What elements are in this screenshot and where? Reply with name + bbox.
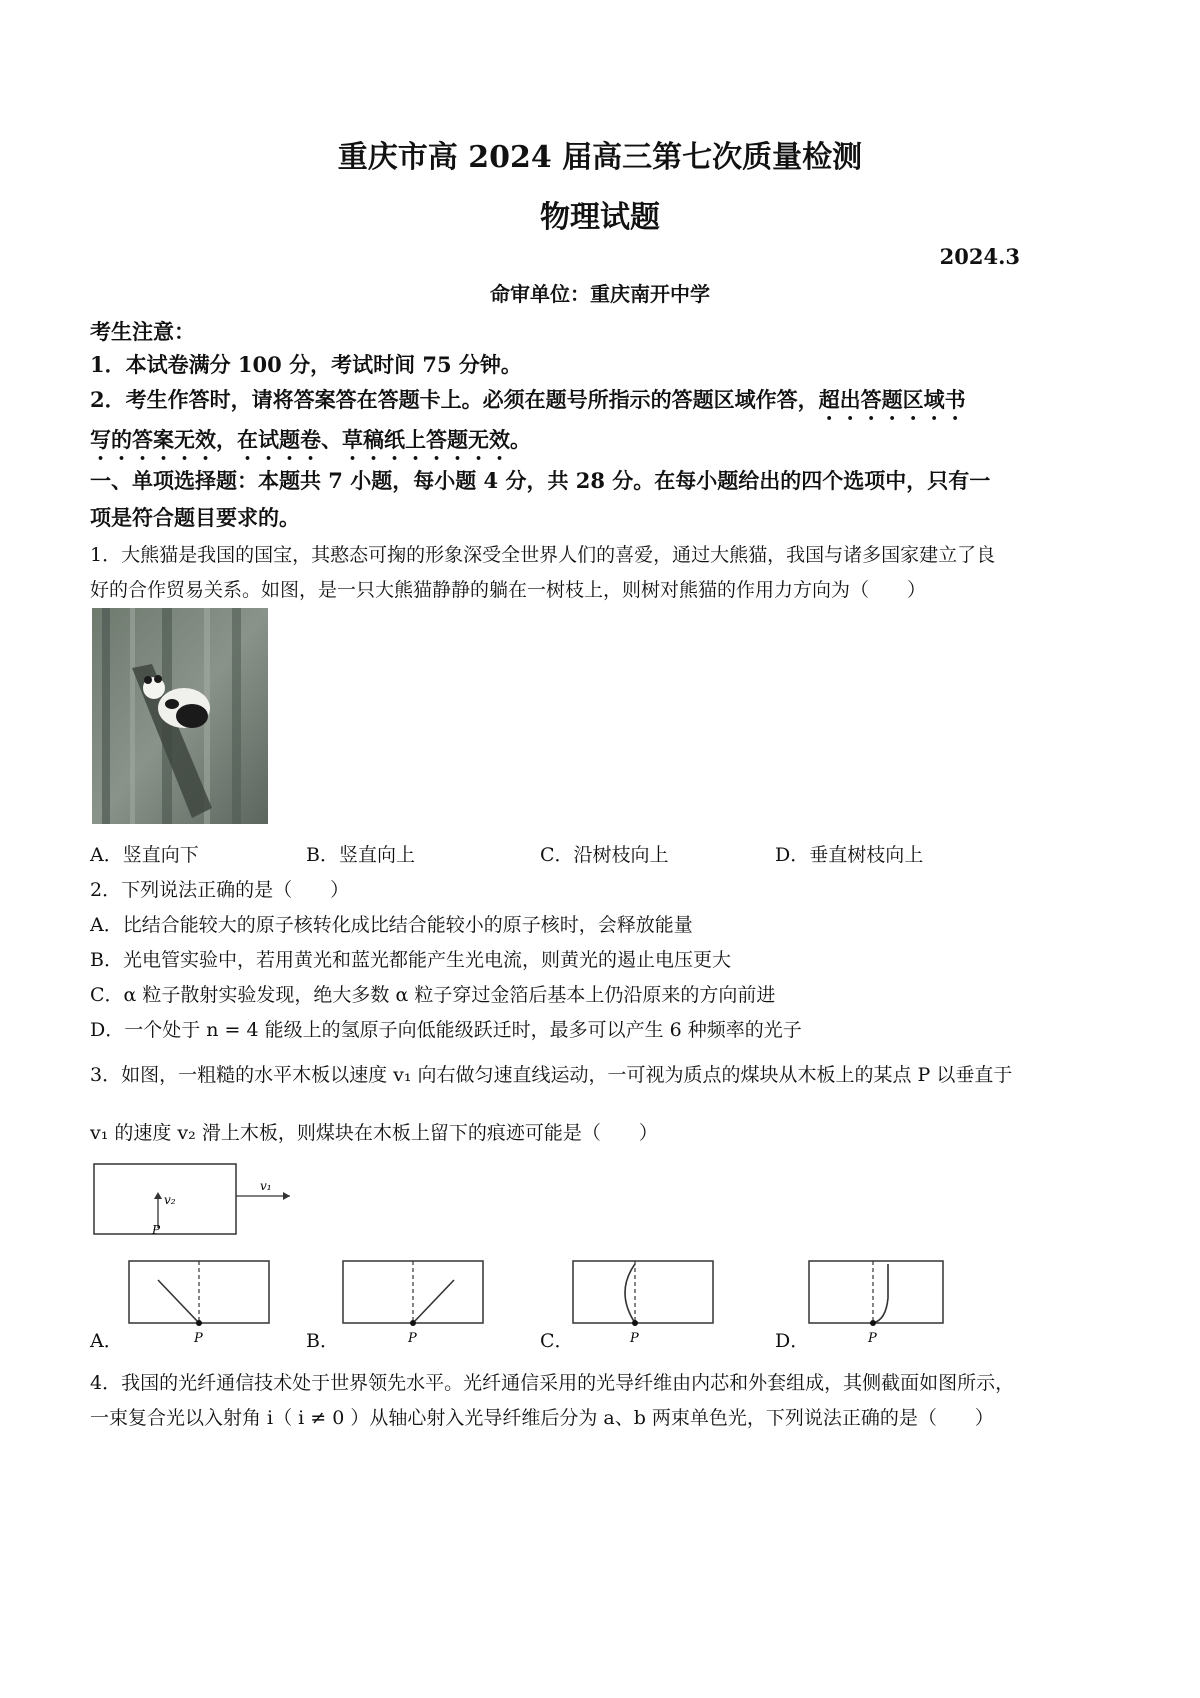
q3-stem-line1: 3．如图，一粗糙的水平木板以速度 v₁ 向右做匀速直线运动，一可视为质点的煤块从木板上的某点 P 以垂直于	[90, 1064, 1013, 1086]
exam-date: 2024.3	[939, 244, 1020, 269]
q1-option-d: D．垂直树枝向上	[775, 844, 924, 866]
q1-option-c: C．沿树枝向上	[540, 844, 669, 866]
q3-board-figure	[90, 1160, 300, 1240]
q3-option-a-figure	[126, 1258, 276, 1348]
q3-d-p-label: P	[868, 1331, 877, 1346]
notice-item-2-end: 。	[510, 427, 531, 452]
q3-stem-line2: v₁ 的速度 v₂ 滑上木板，则煤块在木板上留下的痕迹可能是（ ）	[90, 1122, 658, 1144]
q3-option-c-label: C．	[540, 1330, 574, 1352]
panda-photo	[92, 608, 268, 824]
notice-item-2-text: 2．考生作答时，请将答案答在答题卡上。必须在题号所指示的答题区域作答，	[90, 387, 819, 412]
point-p-label: P	[152, 1223, 161, 1237]
q1-option-a: A．竖直向下	[90, 844, 199, 866]
notice-item-2	[90, 384, 966, 425]
section1-line1: 一、单项选择题：本题共 7 小题，每小题 4 分，共 28 分。在每小题给出的四个选项中，只有一	[90, 468, 991, 493]
v2-label: v₂	[164, 1193, 176, 1207]
q3-option-c-figure	[570, 1258, 720, 1348]
q1-stem-line1: 1．大熊猫是我国的国宝，其憨态可掬的形象深受全世界人们的喜爱，通过大熊猫，我国与诸多国家建立了良	[90, 544, 996, 566]
trace-d	[873, 1264, 888, 1323]
notice-item-2-cont	[90, 424, 531, 465]
q2-option-b: B．光电管实验中，若用黄光和蓝光都能产生光电流，则黄光的遏止电压更大	[90, 949, 731, 971]
q4-stem-line2: 一束复合光以入射角 i（ i ≠ 0 ）从轴心射入光导纤维后分为 a、b 两束单色光，下列说法正确的是（ ）	[90, 1407, 994, 1429]
q2-stem: 2．下列说法正确的是（ ）	[90, 879, 350, 901]
exam-unit: 命审单位：重庆南开中学	[490, 282, 710, 306]
q3-b-p-label: P	[408, 1331, 417, 1346]
q4-stem-line1: 4．我国的光纤通信技术处于世界领先水平。光纤通信采用的光导纤维由内芯和外套组成，其侧截面如图所示，	[90, 1372, 1015, 1394]
q1-stem-line2: 好的合作贸易关系。如图，是一只大熊猫静静的躺在一树枝上，则树对熊猫的作用力方向为（ ）	[90, 579, 927, 601]
exam-title: 重庆市高 2024 届高三第七次质量检测	[337, 140, 863, 175]
q3-c-p-label: P	[630, 1331, 639, 1346]
trace-b	[413, 1280, 454, 1323]
q3-option-a-label: A．	[90, 1330, 123, 1352]
trace-c	[625, 1264, 635, 1323]
q3-option-d-figure	[806, 1258, 956, 1348]
q3-a-p-label: P	[194, 1331, 203, 1346]
v1-label: v₁	[260, 1179, 272, 1193]
q3-option-b-figure	[340, 1258, 490, 1348]
trace-a	[158, 1280, 199, 1323]
exam-subtitle: 物理试题	[540, 200, 660, 235]
notice-item-1: 1．本试卷满分 100 分，考试时间 75 分钟。	[90, 352, 522, 377]
notice-item-2-emphasis: 超出答题区域书	[818, 387, 966, 412]
q2-option-c: C．α 粒子散射实验发现，绝大多数 α 粒子穿过金箔后基本上仍沿原来的方向前进	[90, 984, 776, 1006]
q2-option-a: A．比结合能较大的原子核转化成比结合能较小的原子核时，会释放能量	[90, 914, 693, 936]
section1-line2: 项是符合题目要求的。	[90, 505, 300, 530]
q3-option-b-label: B．	[306, 1330, 339, 1352]
notice-heading: 考生注意：	[90, 319, 195, 344]
q1-option-b: B．竖直向上	[306, 844, 415, 866]
q2-option-d: D．一个处于 n = 4 能级上的氢原子向低能级跃迁时，最多可以产生 6 种频率的光子	[90, 1019, 802, 1041]
notice-item-2-cont-emphasis: 写的答案无效，在试题卷、草稿纸上答题无效	[90, 427, 510, 452]
q3-option-d-label: D．	[775, 1330, 810, 1352]
